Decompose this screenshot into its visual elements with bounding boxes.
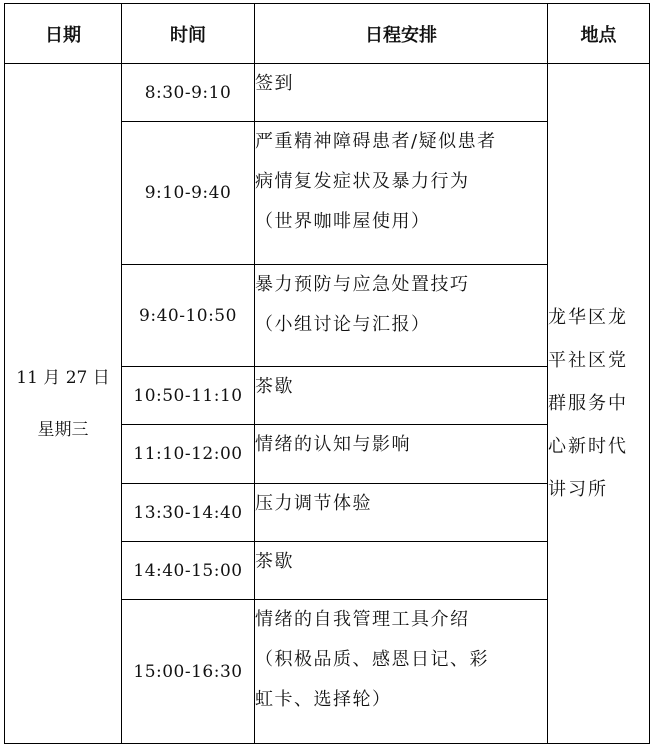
schedule-line: 病情复发症状及暴力行为 bbox=[255, 171, 470, 192]
header-time: 时间 bbox=[122, 4, 255, 64]
schedule-line: 压力调节体验 bbox=[255, 493, 372, 514]
schedule-line: 严重精神障碍患者/疑似患者 bbox=[255, 131, 497, 152]
schedule-cell bbox=[255, 600, 548, 744]
schedule-line: （积极品质、感恩日记、彩 bbox=[255, 649, 489, 670]
location-line: 心新时代 bbox=[548, 436, 628, 457]
schedule-cell bbox=[255, 122, 548, 265]
schedule-cell bbox=[255, 542, 548, 600]
date-weekday: 星期三 bbox=[37, 419, 89, 440]
date-cell bbox=[5, 64, 122, 744]
location-line: 群服务中 bbox=[548, 393, 628, 414]
header-date: 日期 bbox=[5, 4, 122, 64]
schedule-line: （世界咖啡屋使用） bbox=[255, 211, 431, 232]
schedule-line: 情绪的自我管理工具介绍 bbox=[255, 609, 470, 630]
schedule-cell bbox=[255, 64, 548, 122]
schedule-line: 签到 bbox=[255, 73, 294, 94]
location-line: 龙华区龙 bbox=[548, 307, 628, 328]
time-cell: 9:40-10:50 bbox=[122, 265, 255, 367]
time-cell: 10:50-11:10 bbox=[122, 367, 255, 425]
location-cell bbox=[548, 64, 650, 744]
header-schedule: 日程安排 bbox=[255, 4, 548, 64]
schedule-cell bbox=[255, 367, 548, 425]
header-location: 地点 bbox=[548, 4, 650, 64]
schedule-line: 情绪的认知与影响 bbox=[255, 434, 411, 455]
schedule-line: （小组讨论与汇报） bbox=[255, 314, 431, 335]
schedule-table bbox=[4, 3, 650, 744]
time-cell: 13:30-14:40 bbox=[122, 484, 255, 542]
location-line: 平社区党 bbox=[548, 350, 628, 371]
time-cell: 11:10-12:00 bbox=[122, 425, 255, 484]
header-row bbox=[5, 4, 650, 64]
schedule-line: 茶歇 bbox=[255, 551, 294, 572]
schedule-cell bbox=[255, 484, 548, 542]
time-cell: 15:00-16:30 bbox=[122, 600, 255, 744]
time-cell: 8:30-9:10 bbox=[122, 64, 255, 122]
schedule-line: 暴力预防与应急处置技巧 bbox=[255, 274, 470, 295]
schedule-line: 茶歇 bbox=[255, 376, 294, 397]
time-cell: 14:40-15:00 bbox=[122, 542, 255, 600]
schedule-cell bbox=[255, 425, 548, 484]
location-line: 讲习所 bbox=[548, 479, 608, 500]
table-row bbox=[5, 64, 650, 122]
date-day: 11 月 27 日 bbox=[16, 367, 110, 388]
time-cell: 9:10-9:40 bbox=[122, 122, 255, 265]
schedule-line: 虹卡、选择轮） bbox=[255, 689, 392, 710]
schedule-cell bbox=[255, 265, 548, 367]
